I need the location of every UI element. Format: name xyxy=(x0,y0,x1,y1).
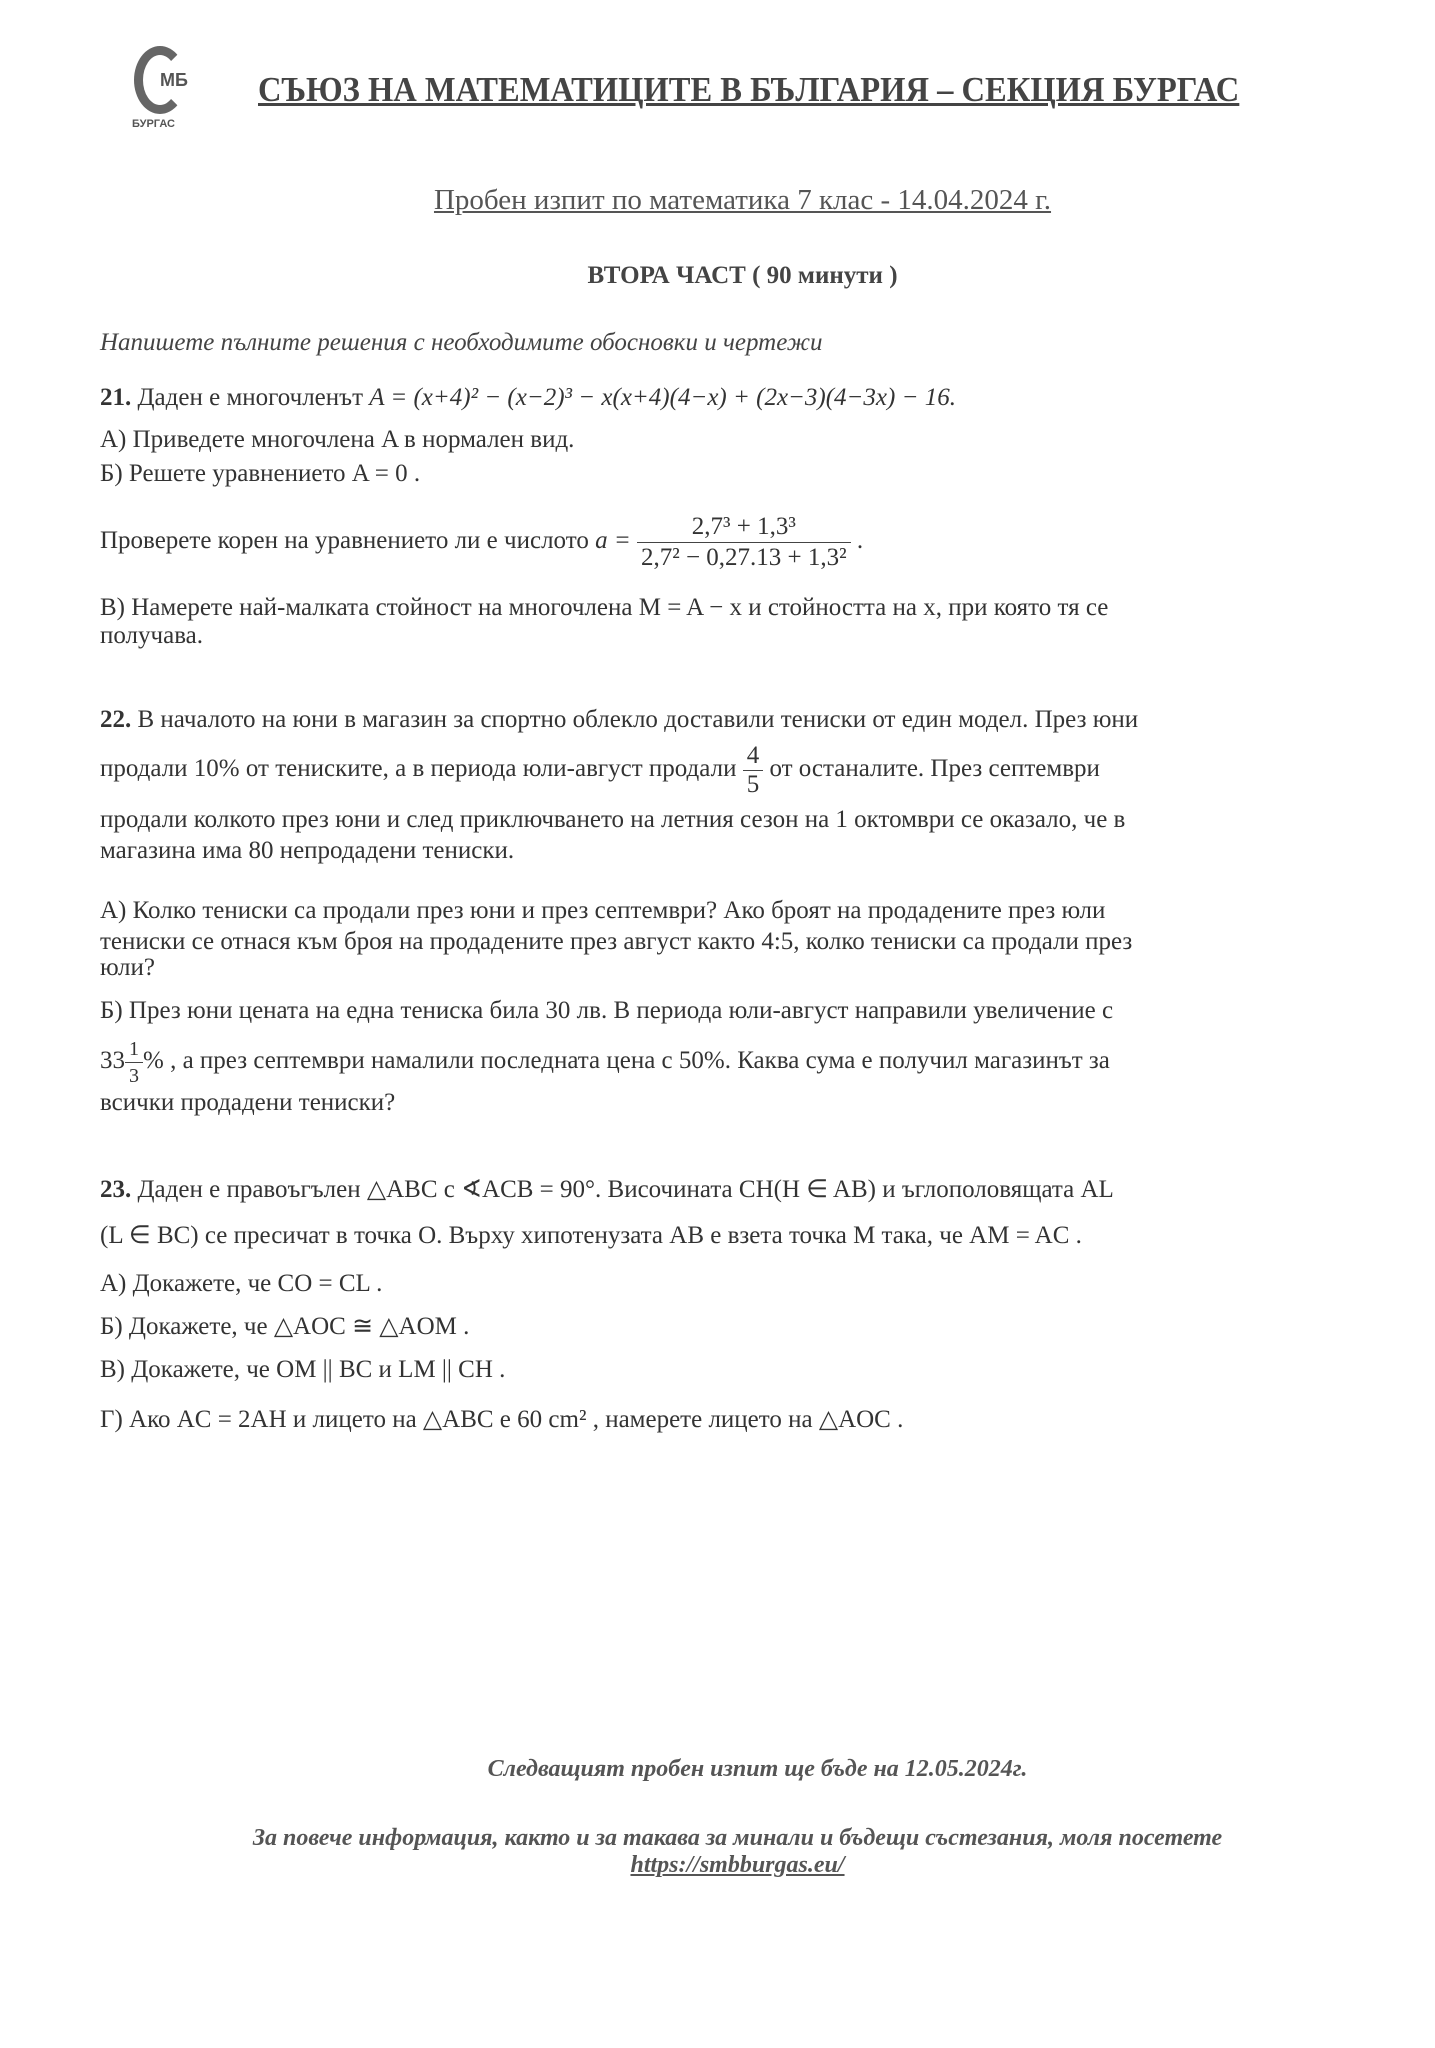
problem-21-c: В) Намерете най-малката стойност на многочлена M = A − x и стойността на x, при която тя се xyxy=(100,594,1109,621)
problem-22-line-1 xyxy=(100,705,1138,735)
fraction-denominator: 3 xyxy=(129,1065,139,1087)
fraction xyxy=(637,512,851,573)
problem-22-line-4: магазина има 80 непродадени тениски. xyxy=(100,837,515,864)
exam-title: Пробен изпит по математика 7 клас - 14.04.2024 г. xyxy=(433,184,1052,216)
problem-21-c-cont: получава. xyxy=(100,622,204,649)
smb-logo xyxy=(128,46,208,141)
problem-text: В началото на юни в магазин за спортно облекло доставили тениски от един модел. През юни xyxy=(137,706,1139,733)
problem-21-check xyxy=(100,512,863,573)
problem-22-line-3: продали колкото през юни и след приключването на летния сезон на 1 октомври се оказало, че в xyxy=(100,806,1126,833)
problem-23-a: А) Докажете, че CO = CL . xyxy=(100,1270,383,1297)
a-equals: a = xyxy=(595,527,631,555)
problem-21-b: Б) Решете уравнението A = 0 . xyxy=(100,460,421,487)
organization-title: СЪЮЗ НА МАТЕМАТИЦИТЕ В БЪЛГАРИЯ – СЕКЦИЯ БУРГАС xyxy=(258,70,1240,109)
fraction-numerator: 1 xyxy=(125,1036,143,1063)
problem-22-a-cont2: юли? xyxy=(100,954,156,981)
problem-23-line-2: (L ∈ BC) се пресичат в точка O. Върху хипотенузата AB е взета точка M така, че AM = AC . xyxy=(100,1222,1082,1249)
more-info-text: За повече информация, както и за такава за минали и бъдещи състезания, моля посетете xyxy=(252,1825,1223,1851)
problem-22-b: Б) През юни цената на една тениска била 30 лв. В периода юли-август направили увеличение с xyxy=(100,997,1114,1024)
problem-text: % , а през септември намалили последната цена с 50%. Каква сума е получил магазинът за xyxy=(143,1047,1110,1075)
problem-text: продали 10% от тениските, а в периода юли-август продали xyxy=(100,755,737,783)
problem-number: 23. xyxy=(100,1176,132,1203)
logo-city: БУРГАС xyxy=(132,118,175,130)
fraction-numerator: 4 xyxy=(743,742,764,771)
problem-number: 21. xyxy=(100,384,132,411)
mixed-number-whole: 33 xyxy=(100,1047,125,1075)
problem-21-statement xyxy=(100,383,956,413)
fraction-numerator: 2,7³ + 1,3³ xyxy=(637,512,851,543)
fraction-denominator: 5 xyxy=(746,771,760,798)
problem-23-d: Г) Ако AC = 2AH и лицето на △ABC е 60 cm² , намерете лицето на △AOC . xyxy=(100,1406,904,1433)
problem-22-b-cont xyxy=(100,1036,1110,1089)
problem-22-b-cont2: всички продадени тениски? xyxy=(100,1089,396,1116)
fraction xyxy=(743,742,764,799)
logo-text: МБ xyxy=(160,70,188,90)
problem-23-c: В) Докажете, че OM || BC и LM || CH . xyxy=(100,1356,506,1383)
problem-22-a-cont: тениски се отнася към броя на продадените през август както 4:5, колко тениски са продали през xyxy=(100,928,1133,955)
problem-22-a: А) Колко тениски са продали през юни и през септември? Ако броят на продадените през юли xyxy=(100,897,1106,924)
instructions: Напишете пълните решения с необходимите обосновки и чертежи xyxy=(100,329,823,356)
problem-22-line-2 xyxy=(100,742,1100,799)
next-exam-note: Следващият пробен изпит ще бъде на 12.05.2024г. xyxy=(487,1756,1028,1782)
fraction-denominator: 2,7² − 0,27.13 + 1,3² xyxy=(640,544,847,571)
polynomial-formula: A = (x+4)² − (x−2)³ − x(x+4)(4−x) + (2x−3)(4−3x) − 16. xyxy=(369,384,956,411)
problem-text: Даден е правоъгълен △ABC с ∢ACB = 90°. Височината CH(H ∈ AB) и ъглополовящата AL xyxy=(137,1176,1114,1203)
problem-23-b: Б) Докажете, че △AOC ≅ △AOM . xyxy=(100,1313,470,1340)
check-text: Проверете корен на уравнението ли е числото xyxy=(100,527,589,555)
website-link[interactable]: https://smbburgas.eu/ xyxy=(630,1852,845,1878)
fraction xyxy=(125,1036,143,1089)
problem-intro: Даден е многочленът xyxy=(137,384,364,411)
problem-21-a: А) Приведете многочлена A в нормален вид. xyxy=(100,426,575,453)
problem-number: 22. xyxy=(100,706,132,733)
fraction-end: . xyxy=(850,527,864,555)
problem-23-line-1 xyxy=(100,1175,1114,1205)
part-title: ВТОРА ЧАСТ ( 90 минути ) xyxy=(587,262,898,289)
problem-text: от останалите. През септември xyxy=(769,755,1100,783)
